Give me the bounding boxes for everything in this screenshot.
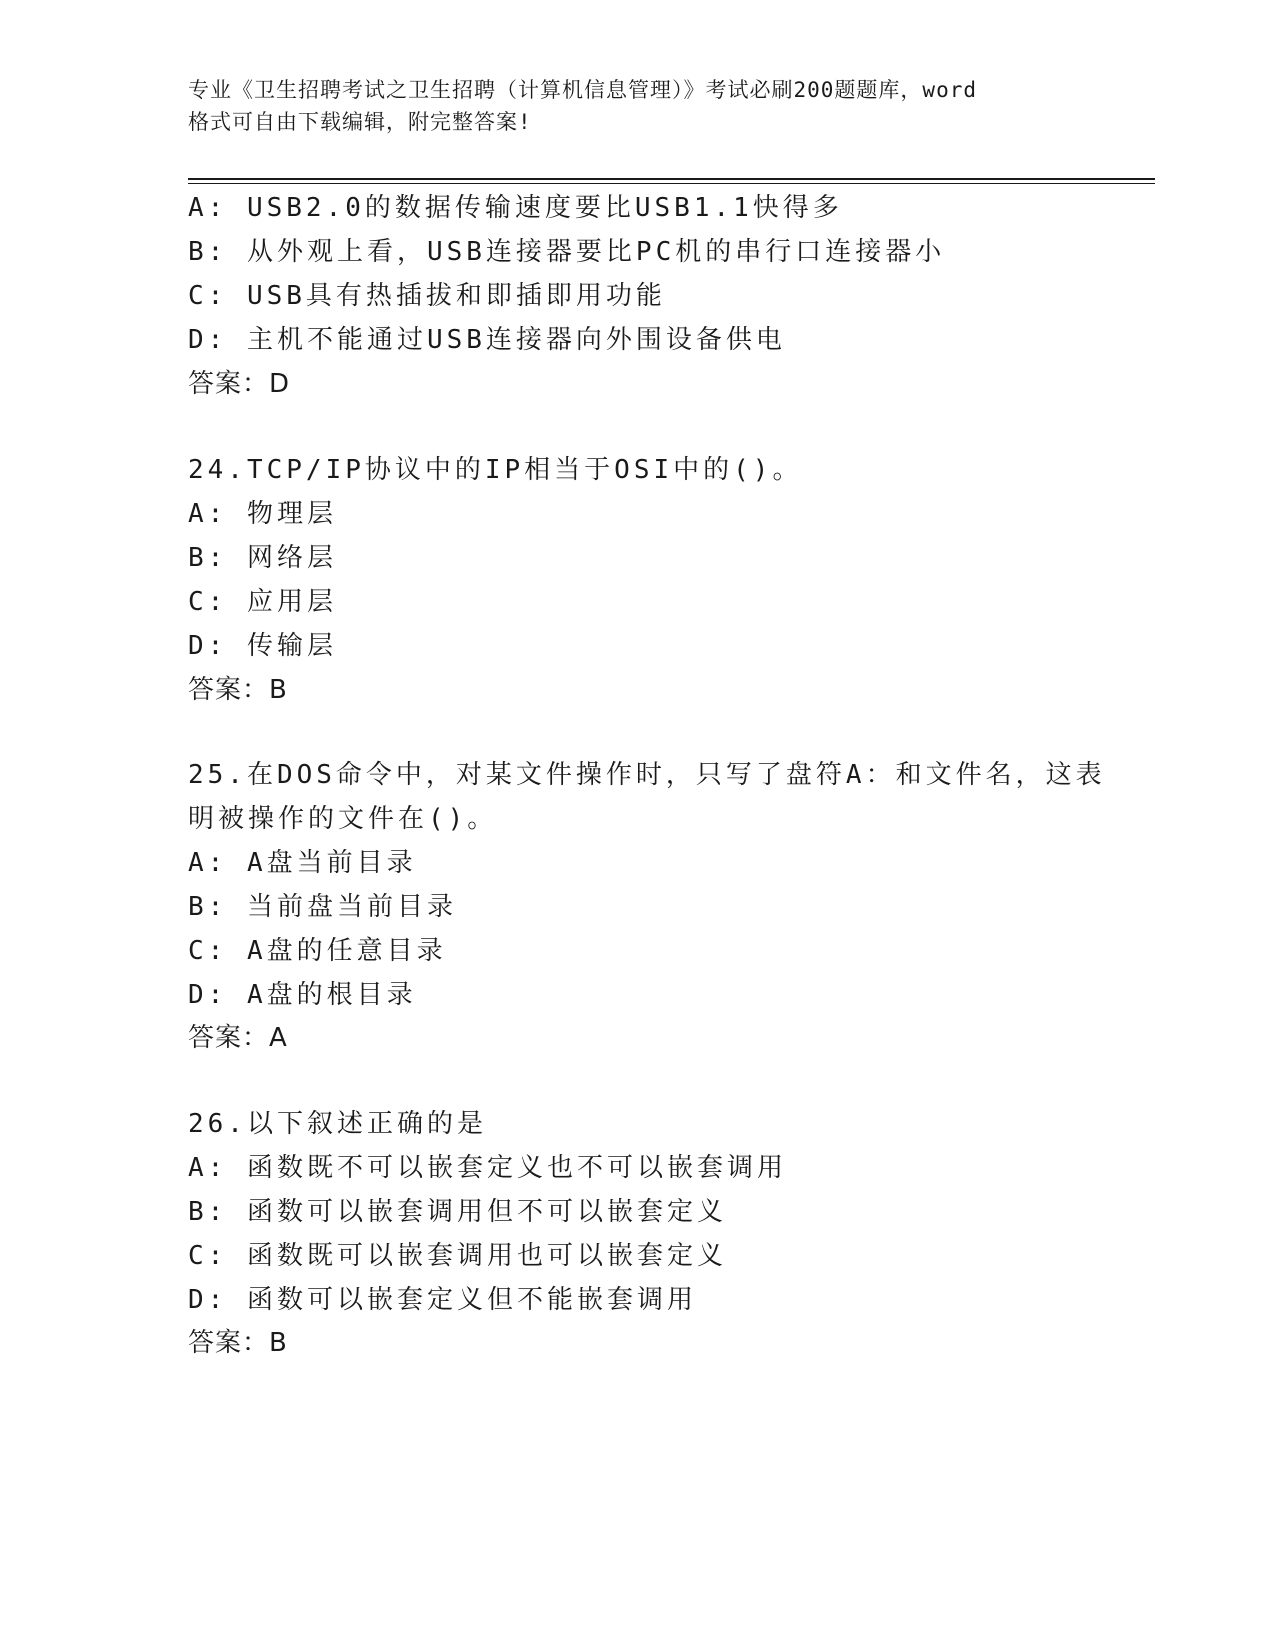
q23-option-d: D: 主机不能通过USB连接器向外围设备供电 [188,325,786,355]
q26-option-d: D: 函数可以嵌套定义但不能嵌套调用 [188,1285,697,1315]
q25-option-a: A: A盘当前目录 [188,848,417,878]
q25-option-c: C: A盘的任意目录 [188,936,447,966]
q25-option-d: D: A盘的根目录 [188,980,417,1010]
header-line-1: 专业《卫生招聘考试之卫生招聘（计算机信息管理）》考试必刷200题题库，word [188,78,977,102]
q23-option-a: A: USB2.0的数据传输速度要比USB1.1快得多 [188,193,843,223]
document-header [188,74,1088,138]
q26-option-c: C: 函数既可以嵌套调用也可以嵌套定义 [188,1241,727,1271]
q24-option-b: B: 网络层 [188,543,337,573]
header-divider-thick [188,178,1155,180]
q26-stem: 26.以下叙述正确的是 [188,1109,487,1139]
q25-answer: 答案：A [188,1023,288,1053]
q24-option-a: A: 物理层 [188,499,337,529]
q24-option-d: D: 传输层 [188,631,337,661]
q26-option-b: B: 函数可以嵌套调用但不可以嵌套定义 [188,1197,727,1227]
header-divider-thin [188,183,1155,184]
q24-answer: 答案：B [188,675,288,705]
q23-option-c: C: USB具有热插拔和即插即用功能 [188,281,666,311]
q23-answer: 答案：D [188,369,291,399]
q25-stem-line-2: 明被操作的文件在()。 [188,804,498,834]
q26-answer: 答案：B [188,1328,288,1358]
q25-option-b: B: 当前盘当前目录 [188,892,457,922]
q23-option-b: B: 从外观上看，USB连接器要比PC机的串行口连接器小 [188,237,946,267]
q25-stem-line-1: 25.在DOS命令中，对某文件操作时，只写了盘符A：和文件名，这表 [188,760,1106,790]
q24-stem: 24.TCP/IP协议中的IP相当于OSI中的()。 [188,455,803,485]
q24-option-c: C: 应用层 [188,587,337,617]
q26-option-a: A: 函数既不可以嵌套定义也不可以嵌套调用 [188,1153,787,1183]
header-line-2: 格式可自由下载编辑，附完整答案! [188,110,532,134]
